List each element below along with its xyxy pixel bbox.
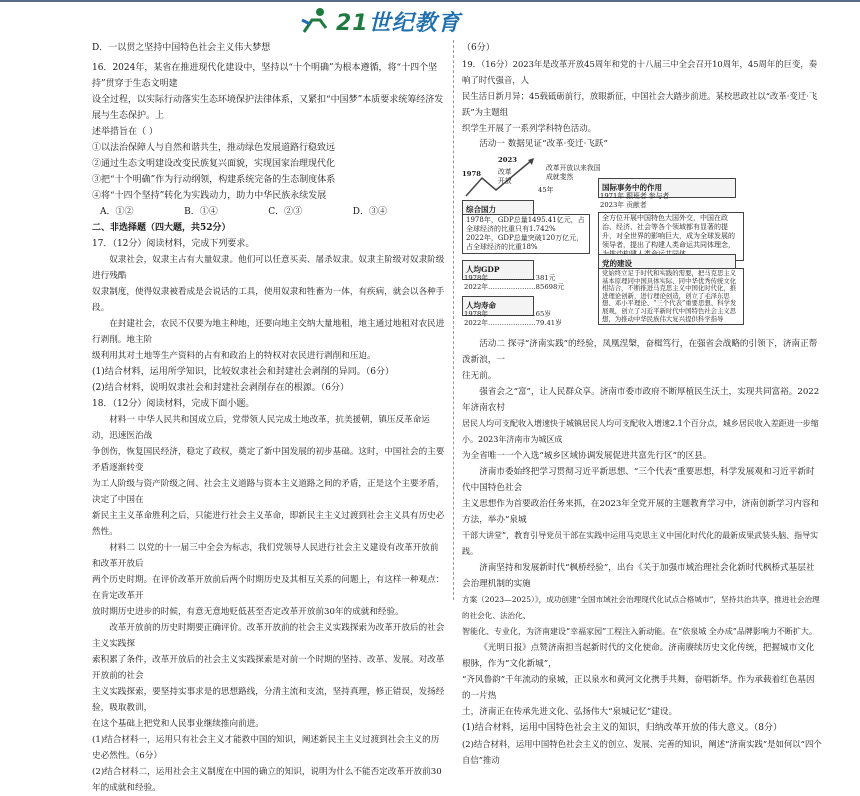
gdp-box: 1978年，GDP总量1495.41亿元，占全球经济的比重只有1.742% 2022年，GDP总量突破120万亿元，占全球经济的比重18% <box>462 214 590 254</box>
renjun-head: 人均GDP <box>462 260 534 280</box>
q18-material-1 <box>92 412 447 540</box>
q16-option[interactable]: D．③④ <box>352 207 387 217</box>
q16-options <box>92 204 447 220</box>
question-16 <box>92 60 447 220</box>
header-rule <box>0 0 860 2</box>
activity-2-line: 往无前。 <box>462 371 497 381</box>
zongheguoli-head: 综合国力 <box>462 200 534 220</box>
theory-body: 党始终立足于时代和实践的需要，把马克思主义基本原理同中国具体实际、同中华优秀传统文化相结合，不断推进马克思主义中国化时代化，推进理论创新，进行理论创造，创立了毛泽东思想、邓小平理论、“三个代表”重要思想、科学发展观，创立了习近平新时代中国特色社会主义思想，为推动中华民族伟大复兴提供科学指导 <box>598 268 744 325</box>
q18-material-line: 索积累了条件，改革开放后的社会主义实践探索是对前一个时期的坚持、改革、发展。对改革开放前的社会 <box>92 655 445 681</box>
paragraph-line: 居民人均可支配收入增速快于城镇居民人均可支配收入增速2.1个百分点，城乡居民收入差距进一步缩小。2023年济南市为城区成 <box>462 419 819 444</box>
intl-body: 全方位开展中国特色大国外交，中国在政治、经济、社会等各个领域都有显著的提升，对全世界的影响巨大，成为全球发展的领导者，提出了构建人类命运共同体理念， <box>598 212 744 261</box>
score-note: （6分） <box>462 43 495 53</box>
logo-text: 21世纪教育 <box>336 10 461 36</box>
label-45: 45年 <box>538 186 554 194</box>
paragraph-line: 土，济南正在传承先进文化、弘扬伟大“泉城记忆”建设。 <box>462 707 678 717</box>
intl-head: 国际事务中的作用 <box>598 178 736 198</box>
renjun-1978: 1978年…………………381元 <box>464 274 556 282</box>
q16-option[interactable]: C．②③ <box>268 207 303 217</box>
activity-2 <box>462 336 822 720</box>
q18-material-line: 在这个基础上把党和人民事业继续推向前进。 <box>92 719 264 729</box>
paragraph-line: “齐风鲁韵”千年流动的泉城，正以泉水和黄河文化携手共舞，奋唱新华。作为承载着红色基因的一片热 <box>462 675 815 701</box>
q19-requirement: (2)结合材料，运用中国特色社会主义的创立、发展、完善的知识，阐述“济南实践”是如何以“四个自信”推动 <box>462 739 822 765</box>
q18-material-line: 主义实践探索，要坚持实事求是的思想路线，分清主流和支流，坚持真理，修正错误，发扬经验，吸取教训， <box>92 687 445 713</box>
left-column <box>92 40 447 796</box>
shouming-1978: 1978年…………………65岁 <box>464 310 552 318</box>
achievement-title: 改革开放以来我国成就斐然 <box>546 164 601 181</box>
paragraph-line: 为全省唯一一个入选“城乡区域协调发展促进共富先行区”的区县。 <box>462 451 712 461</box>
kaifang-label: 改革开放 <box>498 168 512 185</box>
year-1978: 1978 <box>462 170 481 178</box>
q17-material-line: 在封建社会，农民不仅要为地主种地，还要向地主交纳大量地租，地主通过地租对农民进行剥削。地主阶 <box>92 319 445 345</box>
q16-item: ③把“十个明确”作为行动纲领，构建系统完备的生态制度体系 <box>92 175 336 185</box>
q18-material-line: 放时期历史进步的时候，有意无意地贬低甚至否定改革开放前30年的成就和经验。 <box>92 607 404 617</box>
paragraph-line: 《光明日报》点赞济南担当起新时代的文化使命。济南赓续历史文化传统，把握城市文化根脉，作为“文化新城”， <box>462 643 815 669</box>
q18-heading: 18．（12分）阅读材料，完成下面小题。 <box>92 399 255 409</box>
column-divider <box>453 40 455 600</box>
brand-logo <box>298 4 548 38</box>
paragraph-line: 济南坚持和发展新时代“枫桥经验”，出台《关于加强市域治理社会化新时代枫桥式基层社会治理机制的实施 <box>462 563 815 589</box>
q18-material-line: 两个历史时期。在评价改革开放前后两个时期历史及其相互关系的问题上，有这样一种观点：在肯定改革开 <box>92 575 445 601</box>
theory-head: 党的建设 <box>598 254 736 274</box>
q17-material-line: 级利用其对土地等生产资料的占有和政治上的特权对农民进行剥削和压迫。 <box>92 351 376 361</box>
paragraph-line: 济南市委始终把学习贯彻习近平新思想、“三个代表”重要思想，科学发展观和习近平新时代中国特色社会 <box>462 467 815 493</box>
q17-requirement: (2)结合材料，说明奴隶社会和封建社会剥削存在的根源。（6分） <box>92 383 349 393</box>
shouming-2022: 2022年…………………79.41岁 <box>464 319 562 327</box>
intl-1971: 1971年 跟班者 参与者 <box>600 192 670 200</box>
q19-line: 19．（16分）2023年是改革开放45周年和党的十八届三中全会召开10周年，45周年的巨变，奏响了时代强音，人 <box>462 59 818 85</box>
q16-line: 述举措旨在（ ） <box>92 127 158 137</box>
q16-line: 设全过程，以实际行动落实生态环境保护法律体系，又紧扣“中国梦”本质要求统筹经济发展与生态保护。上 <box>92 95 444 121</box>
q16-item: ①以法治保障人与自然和谐共生，推动绿色发展道路行稳致远 <box>92 143 336 153</box>
q18-material-line: 为工人阶级与资产阶级之间、社会主义道路与资本主义道路之间的矛盾，正是这个主要矛盾，决定了中国在 <box>92 479 445 505</box>
q18-material-line: 材料二 以党的十一届三中全会为标志，我们党领导人民进行社会主义建设有改革开放前和改革开放后 <box>92 543 439 569</box>
q18-requirement: (1)结合材料一，运用只有社会主义才能救中国的知识，阐述新民主主义过渡到社会主义的历史必然性。（6分） <box>92 735 440 761</box>
q17-requirement: (1)结合材料，运用所学知识，比较奴隶社会和封建社会剥削的异同。（6分） <box>92 367 394 377</box>
q16-option[interactable]: B．①④ <box>184 207 218 217</box>
q19-requirement: (1)结合材料，运用中国特色社会主义的知识，归纳改革开放的伟大意义。（8分） <box>462 723 782 733</box>
q17-material-line: 奴隶社会，奴隶主占有大量奴隶。他们可以任意买卖、屠杀奴隶。奴隶主阶级对奴隶阶级进行残酷 <box>92 255 445 281</box>
activity-2-line: 活动二 探寻“济南实践”的经验，凤凰涅槃，奋楫笃行，在强省会战略的引领下，济南正帮泼新浪，一 <box>462 339 818 365</box>
section-heading: 二、非选择题（四大题，共52分） <box>92 223 231 233</box>
paragraph-line: 智能化、专业化，为济南建设“幸福家园”工程注入新动能。在“依泉城 全办成”品牌影响力不断扩大。 <box>462 627 817 636</box>
runner-logo-icon <box>298 6 332 36</box>
paragraph-line: 干部大讲堂”，教育引导党员干部在实践中运用马克思主义中国化时代化的最新成果武装头脑、指导实践。 <box>462 531 819 556</box>
q15-option-d: D．一以贯之坚持中国特色社会主义伟大梦想 <box>92 43 271 53</box>
activity-1-figure <box>462 156 822 332</box>
q18-material-line: 改革开放前的历史时期要正确评价。改革开放前的社会主义实践探索为改革开放后的社会主义实践探 <box>92 623 445 649</box>
q18-material-line: 材料一 中华人民共和国成立后，党带领人民完成土地改革，抗美援朝，镇压反革命运动，迅速医治战 <box>92 415 430 441</box>
right-column <box>462 40 822 768</box>
q16-line: 16．2024年，某省在推进现代化建设中，坚持以“十个明确”为根本遵循，将“十四个坚持”贯穿于生态文明建 <box>92 63 438 89</box>
q17-material <box>92 252 447 364</box>
q16-option[interactable]: A．①② <box>100 207 134 217</box>
q16-item: ②通过生态文明建设改变民族复兴面貌，实现国家治理现代化 <box>92 159 336 169</box>
paragraph-line: 方案（2023—2025）》，成功创建“全国市域社会治理现代化试点合格城市”，坚持共治共享，推进社会治理的社会化、法治化、 <box>462 595 820 620</box>
intl-2023: 2023年 贡献者 <box>600 201 647 209</box>
q17-heading: 17．（12分）阅读材料，完成下列要求。 <box>92 239 255 249</box>
q18-material-2 <box>92 540 447 732</box>
q18-requirement: (2)结合材料二，运用社会主义制度在中国的确立的知识，说明为什么不能否定改革开放前30年的成就和经验。 <box>92 767 442 793</box>
shouming-head: 人均寿命 <box>462 296 534 316</box>
q19-line: 织学生开展了一系列学科特色活动。 <box>462 123 596 133</box>
q16-item: ④将“十四个坚持”转化为实践动力，助力中华民族永续发展 <box>92 191 327 201</box>
q18-material-line: 争创伤，恢复国民经济，稳定了政权，奠定了新中国发展的初步基础。这时，中国社会的主要矛盾逐渐转变 <box>92 447 445 473</box>
q18-material-line: 新民主主义革命胜利之后，只能进行社会主义革命，即新民主主义过渡到社会主义具有历史必然性。 <box>92 511 445 537</box>
q17-material-line: 奴隶制度，使得奴隶被看成是会说话的工具，使用奴隶和牲畜为一体，有疾病，就会以各种手段。 <box>92 287 445 313</box>
paragraph-line: 强省会之“富”，让人民群众享。济南市委市政府不断厚植民生沃土，实现共同富裕。2022年济南农村 <box>462 387 820 413</box>
paragraph-line: 主义思想作为首要政治任务来抓，在2023年全党开展的主题教育学习中，济南创新学习内容和方法，举办“泉城 <box>462 499 820 525</box>
renjun-2022: 2022年…………………85698元 <box>464 283 565 291</box>
q19-line: 民生活日新月异；45载砥砺前行，放眼新征，中国社会大踏步前进。某校思政社以“改革·变迁·飞跃”为主题组 <box>462 91 818 117</box>
year-2023: 2023 <box>498 156 517 164</box>
activity-1-title: 活动一 数据见证“改革·变迁·飞跃” <box>479 139 608 149</box>
